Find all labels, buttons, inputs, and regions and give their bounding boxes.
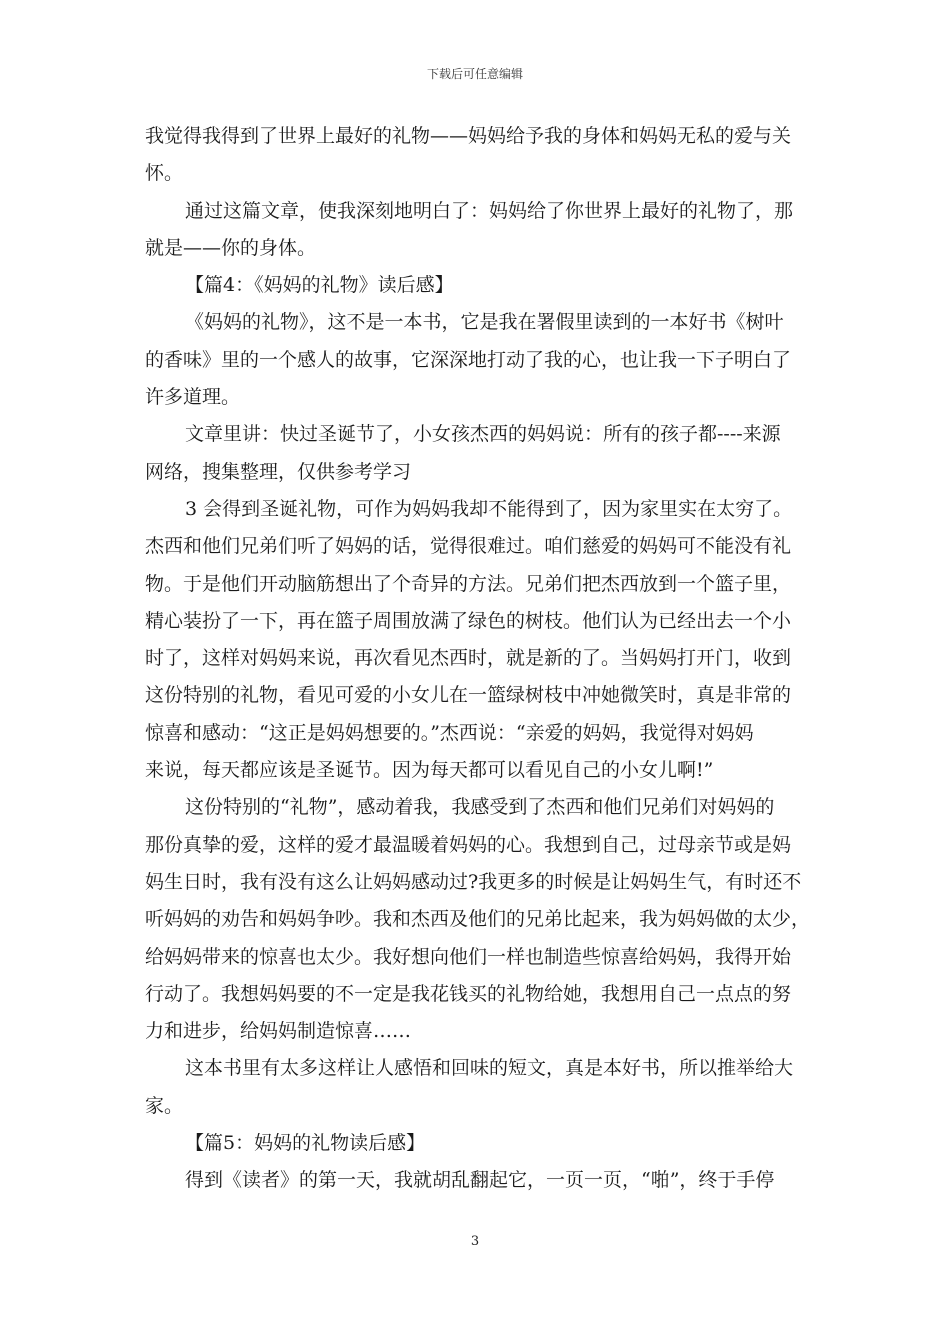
text-line: 这本书里有太多这样让人感悟和回味的短文，真是本好书，所以推举给大	[185, 1057, 794, 1080]
page-number: 3	[470, 1234, 480, 1249]
text-line: 网络，搜集整理，仅供参考学习	[145, 460, 412, 483]
text-line: 通过这篇文章，使我深刻地明白了：妈妈给了你世界上最好的礼物了，那	[185, 199, 794, 222]
text-line: 《妈妈的礼物》，这不是一本书，它是我在署假里读到的一本好书《树叶	[185, 311, 784, 334]
text-line: 家。	[145, 1094, 184, 1117]
document-body	[145, 118, 811, 1200]
text-line: 给妈妈带来的惊喜也太少。我好想向他们一样也制造些惊喜给妈妈，我得开始	[145, 945, 792, 968]
text-line: 【篇5：妈妈的礼物读后感】	[185, 1132, 426, 1155]
text-line: 许多道理。	[145, 386, 241, 409]
page-header: 下载后可任意编辑	[426, 67, 523, 81]
text-line: 那份真挚的爱，这样的爱才最温暖着妈妈的心。我想到自己，过母亲节或是妈	[145, 833, 792, 856]
text-line: 精心装扮了一下，再在篮子周围放满了绿色的树枝。他们认为已经出去一个小	[145, 609, 792, 632]
text-line: 就是——你的身体。	[145, 236, 317, 259]
text-line: 听妈妈的劝告和妈妈争吵。我和杰西及他们的兄弟比起来，我为妈妈做的太少，	[145, 908, 811, 931]
text-line: 怀。	[145, 162, 184, 185]
text-line: 得到《读者》的第一天，我就胡乱翻起它，一页一页，“啪”，终于手停	[185, 1169, 775, 1192]
text-line: 的香味》里的一个感人的故事，它深深地打动了我的心，也让我一下子明白了	[145, 348, 792, 371]
text-line: 3 会得到圣诞礼物，可作为妈妈我却不能得到了，因为家里实在太穷了。	[185, 497, 793, 520]
text-line: 来说，每天都应该是圣诞节。因为每天都可以看见自己的小女儿啊!”	[145, 759, 714, 782]
text-line: 行动了。我想妈妈要的不一定是我花钱买的礼物给她，我想用自己一点点的努	[145, 982, 792, 1005]
text-line: 文章里讲：快过圣诞节了，小女孩杰西的妈妈说：所有的孩子都----来源	[185, 423, 781, 446]
text-line: 这份特别的礼物，看见可爱的小女儿在一篮绿树枝中冲她微笑时，真是非常的	[145, 684, 792, 707]
text-line: 惊喜和感动：“这正是妈妈想要的。”杰西说：“亲爱的妈妈，我觉得对妈妈	[145, 721, 754, 744]
text-line: 杰西和他们兄弟们听了妈妈的话，觉得很难过。咱们慈爱的妈妈可不能没有礼	[145, 535, 792, 558]
text-line: 妈生日时，我有没有这么让妈妈感动过?我更多的时候是让妈妈生气，有时还不	[145, 870, 802, 893]
text-line: 力和进步，给妈妈制造惊喜……	[145, 1020, 412, 1043]
text-line: 时了，这样对妈妈来说，再次看见杰西时，就是新的了。当妈妈打开门，收到	[145, 647, 792, 670]
text-line: 这份特别的“礼物”，感动着我，我感受到了杰西和他们兄弟们对妈妈的	[185, 796, 775, 819]
text-line: 我觉得我得到了世界上最好的礼物——妈妈给予我的身体和妈妈无私的爱与关	[145, 125, 792, 147]
text-line: 物。于是他们开动脑筋想出了个奇异的方法。兄弟们把杰西放到一个篮子里，	[145, 572, 792, 595]
text-line: 【篇4：《妈妈的礼物》读后感】	[185, 274, 454, 297]
